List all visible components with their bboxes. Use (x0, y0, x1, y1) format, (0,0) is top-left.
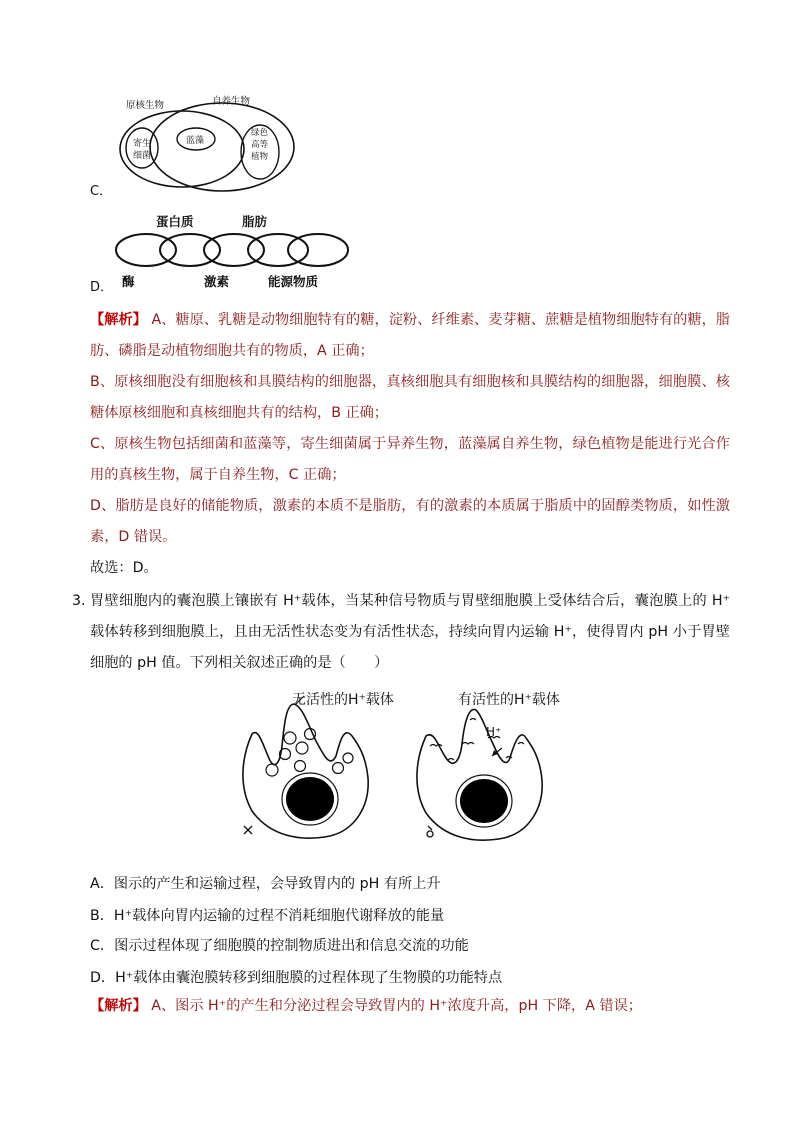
active-carrier-label: 有活性的H⁺载体 (458, 692, 560, 708)
prokaryote-label: 原核生物 (126, 100, 165, 111)
question-3-number: 3. (72, 593, 86, 609)
question-3-stem: 胃壁细胞内的囊泡膜上镶嵌有 H⁺载体，当某种信号物质与胃壁细胞膜上受体结合后，囊泡膜上的 H⁺载体转移到细胞膜上，且由无活性状态变为有活性状态，持续向胃内运输 H⁺，使得胃内 pH 小于胃壁细胞的 pH 值。下列相关叙述正确的是（ ） (90, 593, 730, 671)
right-nucleus (460, 779, 508, 823)
analysis-1-answer: 故选：D。 (90, 560, 158, 576)
prokaryote-ellipse (120, 111, 244, 187)
fat-label: 脂肪 (242, 214, 268, 229)
green-label-1: 绿色 (251, 128, 269, 138)
venn-diagram-c (110, 92, 310, 196)
green-label-2: 高等 (251, 140, 269, 150)
energy-label: 能源物质 (268, 274, 319, 289)
option-c[interactable]: C．图示过程体现了细胞膜的控制物质进出和信息交流的功能 (90, 938, 469, 954)
protein-label: 蛋白质 (156, 214, 194, 229)
analysis-tag: 【解析】 (90, 312, 147, 328)
fat-ellipse (248, 234, 308, 266)
enzyme-label: 酶 (122, 274, 135, 289)
parasite-label-2: 细菌 (133, 151, 152, 161)
analysis-2-text-a: A、图示 H⁺的产生和分泌过程会导致胃内的 H⁺浓度升高，pH 下降，A 错误； (151, 998, 642, 1014)
analysis-1-line-c: C、原核生物包括细菌和蓝藻等，寄生细菌属于异养生物，蓝藻属自养生物，绿色植物是能进行光合作用的真核生物，属于自养生物，C 正确； (90, 436, 730, 483)
hormone-label: 激素 (204, 274, 230, 289)
analysis-1-text-a: A、糖原、乳糖是动物细胞特有的糖，淀粉、纤维素、麦芽糖、蔗糖是植物细胞特有的糖，脂肪、磷脂是动植物细胞共有的物质，A 正确； (90, 312, 730, 359)
analysis-1-line-b: B、原核细胞没有细胞核和具膜结构的细胞器，真核细胞具有细胞核和具膜结构的细胞器，细胞膜、核糖体原核细胞和真核细胞共有的结构，B 正确； (90, 374, 730, 421)
analysis-1-line-d: D、脂肪是良好的储能物质，激素的本质不是脂肪，有的激素的本质属于脂质中的固醇类物质，如性激素，D 错误。 (90, 498, 730, 545)
cyanobacteria-label: 蓝藻 (186, 136, 205, 146)
analysis-2-line-a (90, 991, 730, 1022)
parietal-cell-figure (230, 686, 580, 846)
hplus-label: H⁺ (486, 725, 502, 739)
parasite-label-1: 寄生 (133, 139, 152, 149)
inactive-carrier-label: 无活性的H⁺载体 (292, 692, 394, 708)
option-b[interactable]: B．H⁺载体向胃内运输的过程不消耗细胞代谢释放的能量 (90, 908, 445, 924)
autotroph-label: 自养生物 (212, 96, 251, 107)
green-label-3: 植物 (251, 152, 269, 162)
option-c-letter: C． (90, 184, 113, 199)
energy-ellipse (288, 234, 348, 266)
option-d[interactable]: D．H⁺载体由囊泡膜转移到细胞膜的过程体现了生物膜的功能特点 (90, 970, 503, 986)
left-nucleus (286, 777, 334, 821)
ellipse-chain-d (112, 206, 352, 292)
option-a[interactable]: A．图示的产生和运输过程，会导致胃内的 pH 有所上升 (90, 876, 441, 892)
option-d-letter: D． (90, 280, 114, 295)
analysis-tag-2: 【解析】 (90, 998, 147, 1014)
analysis-1-line-a (90, 305, 730, 367)
